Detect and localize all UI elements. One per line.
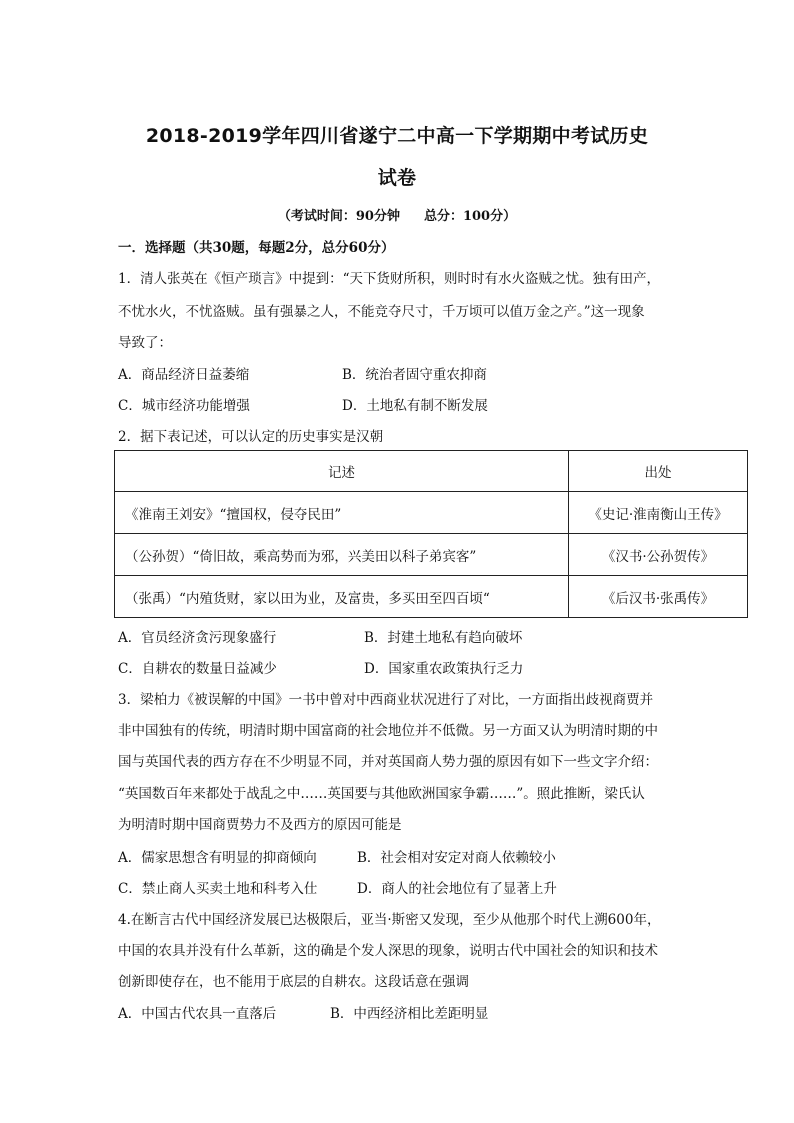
source-cell: 《汉书·公孙贺传》 (569, 534, 748, 576)
record-cell: 《淮南王刘安》“擅国权，侵夺民田” (115, 492, 569, 534)
title-line-1: 2018-2019学年四川省遂宁二中高一下学期期中考试历史 (145, 125, 649, 147)
table-header-row (115, 451, 748, 492)
q1-option-b: B．统治者固守重农抑商 (342, 367, 487, 383)
q1-line-2: 不忧水火，不忧盗贼。虽有强暴之人，不能竞夺尺寸，千万顷可以值万金之产。”这一现象 (118, 304, 645, 320)
title-line-2: 试卷 (377, 167, 417, 189)
table-row (115, 534, 748, 576)
records-table (114, 450, 748, 618)
q2-option-a: A．官员经济贪污现象盛行 (118, 630, 277, 646)
q4-option-b: B．中西经济相比差距明显 (330, 1006, 489, 1022)
q1-option-d: D．土地私有制不断发展 (342, 398, 488, 414)
q3-line-1: 3．梁柏力《被误解的中国》一书中曾对中西商业状况进行了对比，一方面指出歧视商贾并 (118, 692, 654, 708)
exam-score: 总分：100分） (423, 209, 517, 224)
exam-info (0, 205, 794, 224)
q3-line-4: “英国数百年来都处于战乱之中……英国要与其他欧洲国家争霸……”。照此推断，梁氏认 (118, 786, 645, 802)
record-cell: （公孙贺）“倚旧故，乘高势而为邪，兴美田以科子弟宾客” (115, 534, 569, 576)
source-cell: 《后汉书·张禹传》 (569, 576, 748, 618)
q2-stem: 2．据下表记述，可以认定的历史事实是汉朝 (118, 429, 384, 445)
section-heading: 一．选择题（共30题，每题2分，总分60分） (118, 240, 395, 256)
q1-option-a: A．商品经济日益萎缩 (118, 367, 250, 383)
q2-option-d: D．国家重农政策执行乏力 (364, 661, 524, 677)
q3-option-a: A．儒家思想含有明显的抑商倾向 (118, 850, 317, 866)
q4-line-2: 中国的农具并没有什么革新，这的确是个发人深思的现象，说明古代中国社会的知识和技术 (118, 943, 658, 959)
q3-option-d: D．商人的社会地位有了显著上升 (357, 881, 557, 897)
q4-option-a: A．中国古代农具一直落后 (118, 1006, 277, 1022)
q3-line-5: 为明清时期中国商贾势力不及西方的原因可能是 (118, 817, 402, 833)
source-cell: 《史记·淮南衡山王传》 (569, 492, 748, 534)
q2-option-c: C．自耕农的数量日益减少 (118, 661, 277, 677)
q4-line-1: 4.在断言古代中国经济发展已达极限后，亚当·斯密又发现，至少从他那个时代上溯600年， (118, 912, 661, 928)
header-record: 记述 (115, 451, 569, 492)
q4-line-3: 创新即使存在，也不能用于底层的自耕农。这段话意在强调 (118, 974, 469, 990)
q3-option-b: B．社会相对安定对商人依赖较小 (357, 850, 556, 866)
q3-option-c: C．禁止商人买卖土地和科考入仕 (118, 881, 318, 897)
q3-line-2: 非中国独有的传统，明清时期中国富商的社会地位并不低微。另一方面又认为明清时期的中 (118, 723, 658, 739)
table-row (115, 492, 748, 534)
q3-line-3: 国与英国代表的西方存在不少明显不同，并对英国商人势力强的原因有如下一些文字介绍： (118, 754, 658, 770)
exam-time: （考试时间：90分钟 (277, 209, 400, 224)
q1-option-c: C．城市经济功能增强 (118, 398, 250, 414)
table-row (115, 576, 748, 618)
q1-line-3: 导致了： (118, 335, 172, 351)
header-source: 出处 (569, 451, 748, 492)
q2-option-b: B．封建土地私有趋向破坏 (364, 630, 523, 646)
q1-line-1: 1．清人张英在《恒产琐言》中提到：“天下货财所积，则时时有水火盗贼之忧。独有田产， (118, 271, 660, 287)
record-cell: （张禹）“内殖货财，家以田为业，及富贵，多买田至四百顷“ (115, 576, 569, 618)
